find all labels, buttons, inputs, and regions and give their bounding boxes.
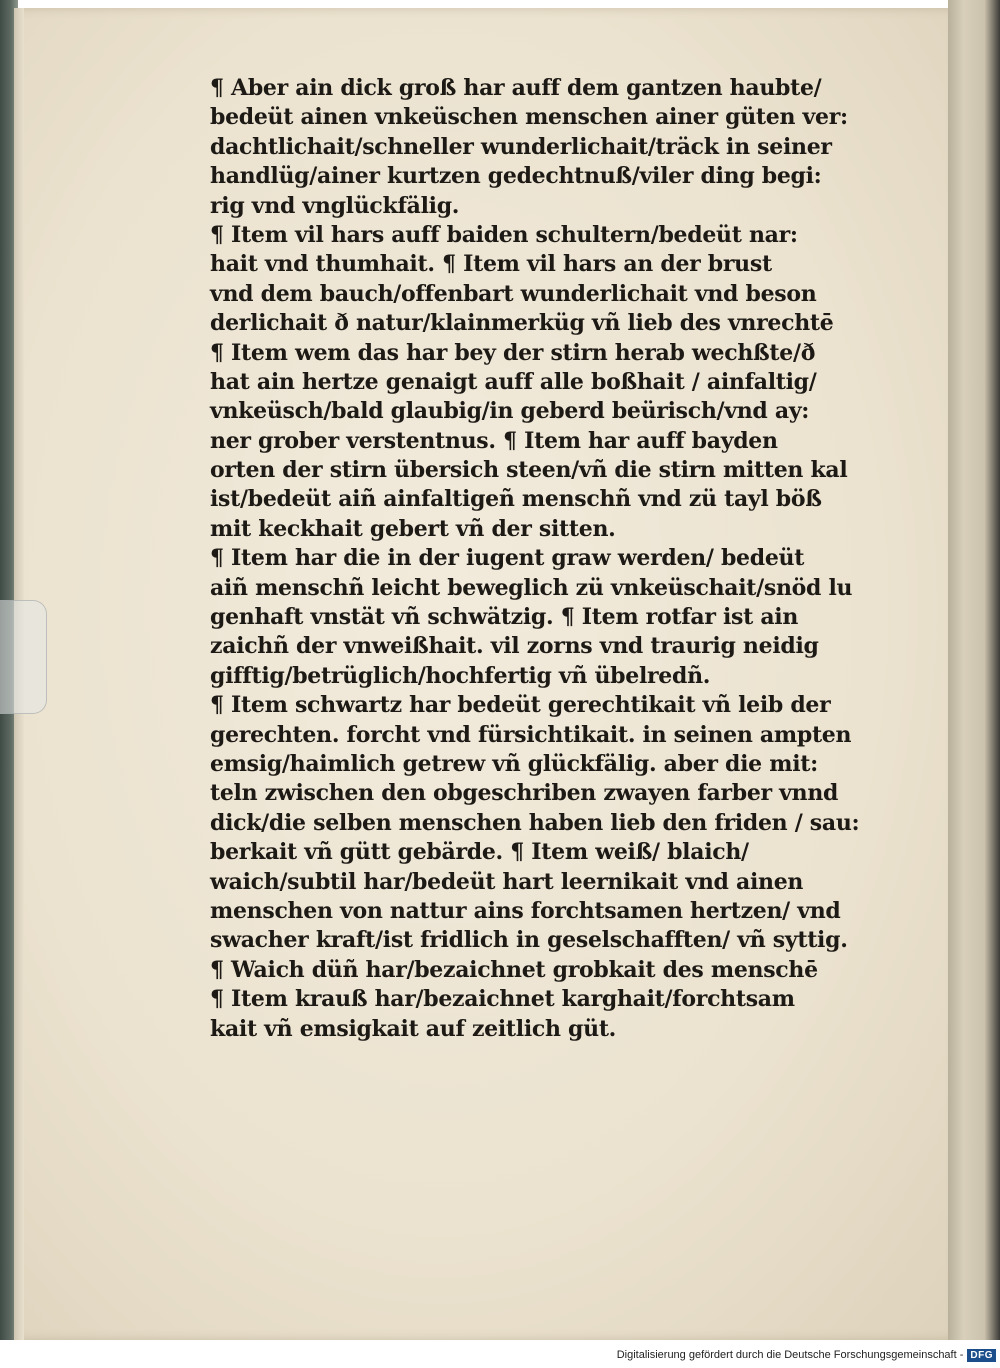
facing-page-edge <box>948 0 1000 1340</box>
text-line: swacher kraft/ist fridlich in geselschafften/ vñ syttig. <box>210 927 848 954</box>
text-line: teln zwischen den obgeschriben zwayen farber vnnd <box>210 780 839 807</box>
text-line: emsig/haimlich getrew vñ glückfälig. aber die mit: <box>210 750 818 777</box>
text-line: bedeüt ainen vnkeüschen menschen ainer güten ver: <box>210 104 848 131</box>
text-line: rig vnd vnglückfälig. <box>210 192 460 219</box>
text-line: gifftig/betrüglich/hochfertig vñ übelredñ. <box>210 662 711 689</box>
text-line: derlichait ð natur/klainmerküg vñ lieb des vnrechtē <box>210 310 834 337</box>
text-line: berkait vñ gütt gebärde. ¶ Item weiß/ blaich/ <box>210 839 749 866</box>
text-line: hat ain hertze genaigt auff alle boßhait / ainfaltig/ <box>210 368 817 395</box>
text-line: aiñ menschñ leicht beweglich zü vnkeüschait/snöd lu <box>210 574 853 601</box>
dfg-logo: DFG <box>967 1349 996 1362</box>
text-line: menschen von nattur ains forchtsamen hertzen/ vnd <box>210 897 841 924</box>
digitization-credit <box>617 1344 996 1366</box>
text-line: genhaft vnstät vñ schwätzig. ¶ Item rotfar ist ain <box>210 604 799 631</box>
text-line: zaichñ der vnweißhait. vil zorns vnd traurig neidig <box>210 633 819 660</box>
text-line: dick/die selben menschen haben lieb den friden / sau: <box>210 809 860 836</box>
text-line: ¶ Item schwartz har bedeüt gerechtikait vñ leib der <box>210 692 831 719</box>
plastic-page-clip <box>0 600 47 714</box>
text-line: dachtlichait/schneller wunderlichait/träck in seiner <box>210 133 832 160</box>
text-line: gerechten. forcht vnd fürsichtikait. in seinen ampten <box>210 721 852 748</box>
text-line: vnd dem bauch/offenbart wunderlichait vnd beson <box>210 280 817 307</box>
page-text <box>210 74 870 1044</box>
text-line: ¶ Item har die in der iugent graw werden/ bedeüt <box>210 545 805 572</box>
text-line: ist/bedeüt aiñ ainfaltigeñ menschñ vnd zü tayl böß <box>210 486 822 513</box>
text-line: handlüg/ainer kurtzen gedechtnuß/viler ding begi: <box>210 163 822 190</box>
text-line: vnkeüsch/bald glaubig/in geberd beürisch/vnd ay: <box>210 398 810 425</box>
text-line: ner grober verstentnus. ¶ Item har auff bayden <box>210 427 778 454</box>
text-line: orten der stirn übersich steen/vñ die stirn mitten kal <box>210 457 848 484</box>
text-line: mit keckhait gebert vñ der sitten. <box>210 515 616 542</box>
text-line: waich/subtil har/bedeüt hart leernikait vnd ainen <box>210 868 804 895</box>
text-line: ¶ Item krauß har/bezaichnet karghait/forchtsam <box>210 986 795 1013</box>
text-line: ¶ Item wem das har bey der stirn herab wechßte/ð <box>210 339 816 366</box>
text-line: ¶ Item vil hars auff baiden schultern/bedeüt nar: <box>210 221 798 248</box>
text-line: kait vñ emsigkait auf zeitlich güt. <box>210 1015 617 1042</box>
text-line: ¶ Aber ain dick groß har auff dem gantzen haubte/ <box>210 75 822 101</box>
text-line: hait vnd thumhait. ¶ Item vil hars an der brust <box>210 251 772 278</box>
text-line: ¶ Waich düñ har/bezaichnet grobkait des menschē <box>210 956 818 983</box>
credit-text: Digitalisierung gefördert durch die Deutsche Forschungsgemeinschaft - <box>616 1349 964 1361</box>
